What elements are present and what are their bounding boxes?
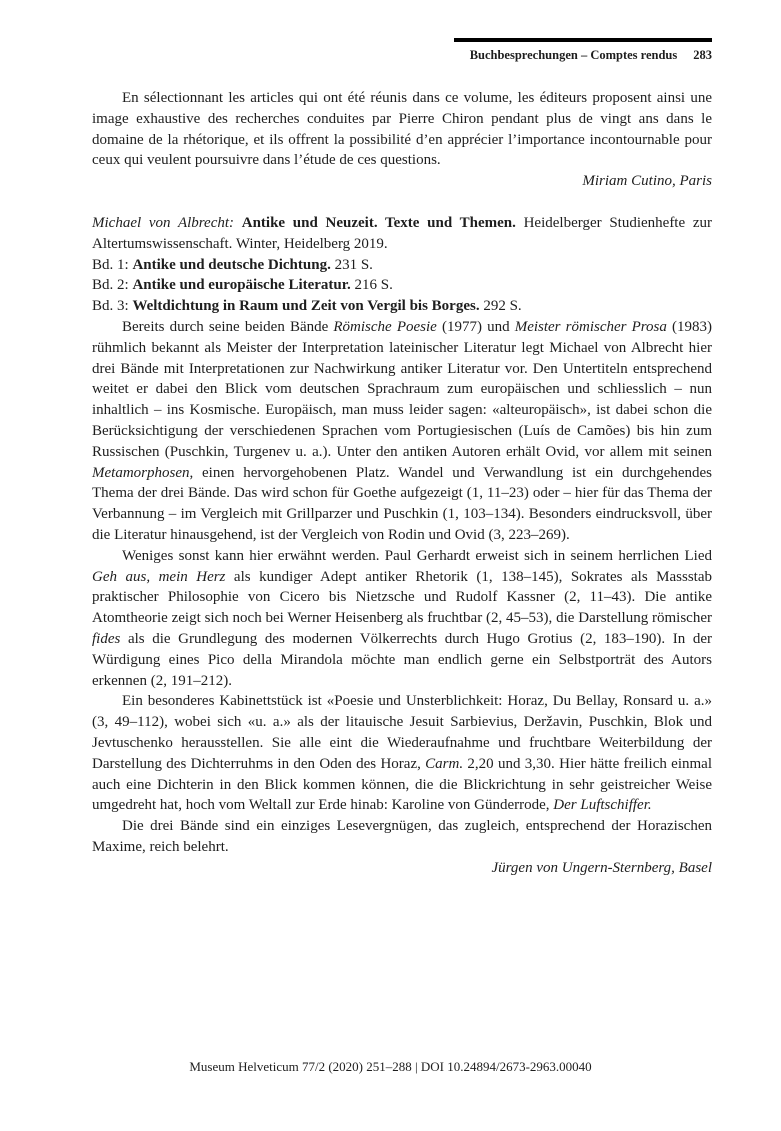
text-run: En sélectionnant les articles qui ont été réunis dans ce volume, les éditeurs proposent ainsi une image exhaustive des recherches conduites par Pierre Chiron pendant plus de vingt ans dans le domaine de la rhétorique, et ils offrent la possibilité d’en apprécier l’importance incontournable pour ceux qui veulent poursuivre dans l’étude de ces questions. [92, 90, 712, 169]
text-run: 231 S. [330, 256, 373, 273]
text-run: (1977) und [436, 318, 515, 335]
text-run: Antike und deutsche Dichtung. [132, 256, 331, 273]
text-run: Der Luftschiffer. [553, 797, 652, 814]
text-run: 216 S. [350, 277, 393, 294]
text-run: als die Grundlegung des modernen Völkerrechts durch Hugo Grotius (2, 183–190). In der Würdigung eines Pico della Mirandola möchte man endlich gerne ein Selbstporträt des Autors erkennen (2, 191–212). [92, 630, 712, 689]
text-run: Weniges sonst kann hier erwähnt werden. Paul Gerhardt erweist sich in seinem herrlichen Lied [122, 547, 712, 564]
text-run: Heidelberger Studienhefte zur Altertumswissenschaft. Winter, Heidelberg 2019. [92, 214, 712, 252]
text-run: Ein besonderes Kabinettstück ist «Poesie und Unsterblichkeit: Horaz, Du Bellay, Ronsard u. a.» (3, 49–112), wobei sich «u. a.» als der litauische Jesuit Sarbievius, Deržavin, Puschkin, Blok und Jevtuschenko herausstellen. Sie alle eint die Wiederaufnahme und fruchtbare Weiterbildung der Darstellung des Dichterruhms in den Oden des Horaz, [92, 693, 712, 772]
header-line [454, 48, 712, 63]
text-run: (1983) rühmlich bekannt als Meister der Interpretation lateinischer Literatur legt Michael von Albrecht hier drei Bände mit Interpretationen zur Nachwirkung antiker Literatur vor. Den Untertiteln entsprechend weitet er dabei den Blick vom deutschen Sprachraum zum europäischen und schliesslich – nun inhaltlich – ins Kosmische. Europäisch, man muss leider sagen: «alteuropäisch», ist dabei schon die Berücksichtigung der verschiedenen Sprachen vom Portugiesischen (Luís de Camões) bis hin zum Russischen (Puschkin, Turgenev u. a.). Unter den antiken Autoren erhält Ovid, vor allem mit seinen [92, 318, 713, 460]
body-paragraph [92, 546, 712, 692]
review1-paragraph [92, 88, 712, 171]
volume-line [92, 296, 712, 317]
text-run: Bd. 3: [92, 298, 133, 315]
page-number: 283 [693, 48, 712, 62]
text-run: Michael von Albrecht: [92, 214, 242, 231]
text-run: , einen hervorgehobenen Platz. Wandel und Verwandlung ist ein durchgehendes Thema der drei Bände. Das wird schon für Goethe aufgezeigt (1, 11–23) oder – hier für das Thema der Verbannung – im Vergleich mit Grillparzer und Puschkin (1, 103–134). Besonders eindrucksvoll, über die Literatur hinausgehend, ist der Vergleich von Rodin und Ovid (3, 223–269). [92, 464, 712, 543]
footer-citation-line: Museum Helveticum 77/2 (2020) 251–288 | DOI 10.24894/2673-2963.00040 [189, 1059, 592, 1074]
text-run: Bd. 1: [92, 256, 133, 273]
review2-signature: Jürgen von Ungern-Sternberg, Basel [491, 859, 712, 876]
text-run: Weltdichtung in Raum und Zeit von Vergil bis Borges. [132, 298, 480, 315]
body-paragraph [92, 816, 712, 858]
text-run: Bd. 2: [92, 277, 133, 294]
text-run: Meister römischer Prosa [514, 318, 667, 335]
review2-volume-list [92, 255, 712, 317]
text-run: Antike und Neuzeit. Texte und Themen. [241, 214, 516, 231]
text-run: Bereits durch seine beiden Bände [122, 318, 334, 335]
header-rule [454, 38, 712, 42]
page-content [92, 88, 712, 878]
review2-heading [92, 213, 712, 255]
page-footer [0, 1059, 781, 1075]
text-run: Die drei Bände sind ein einziges Lesevergnügen, das zugleich, entsprechend der Horazischen Maxime, reich belehrt. [92, 818, 712, 855]
text-run: Antike und europäische Literatur. [132, 277, 351, 294]
section-title: Buchbesprechungen – Comptes rendus [469, 48, 678, 62]
text-run: Geh aus, mein Herz [92, 568, 226, 585]
text-run: Carm. [425, 755, 464, 772]
body-paragraph [92, 317, 712, 546]
volume-line [92, 255, 712, 276]
text-run: 292 S. [479, 298, 522, 315]
text-run: 2,20 und 3,30. Hier hätte freilich einmal auch eine Dichterin in den Blick kommen können, die die Blickrichtung in sehr geistreicher Weise umgedreht hat, hoch vom Weltall zur Erde hinab: Karoline von Günderrode, [92, 755, 712, 814]
body-paragraph [92, 691, 712, 816]
text-run: fides [92, 630, 121, 647]
text-run: Metamorphosen [92, 464, 190, 481]
review1-signature: Miriam Cutino, Paris [582, 173, 712, 190]
text-run: Römische Poesie [333, 318, 437, 335]
text-run: als kundiger Adept antiker Rhetorik (1, 138–145), Sokrates als Massstab praktischer Philosophie von Cicero bis Nietzsche und Rudolf Kassner (2, 11–43). Die antike Atomtheorie zeigt sich noch bei Werner Heisenberg als fruchtbar (2, 45–53), die Darstellung römischer [92, 568, 712, 627]
running-head [454, 38, 712, 63]
volume-line [92, 275, 712, 296]
review2-body [92, 317, 712, 858]
review2 [92, 213, 712, 879]
